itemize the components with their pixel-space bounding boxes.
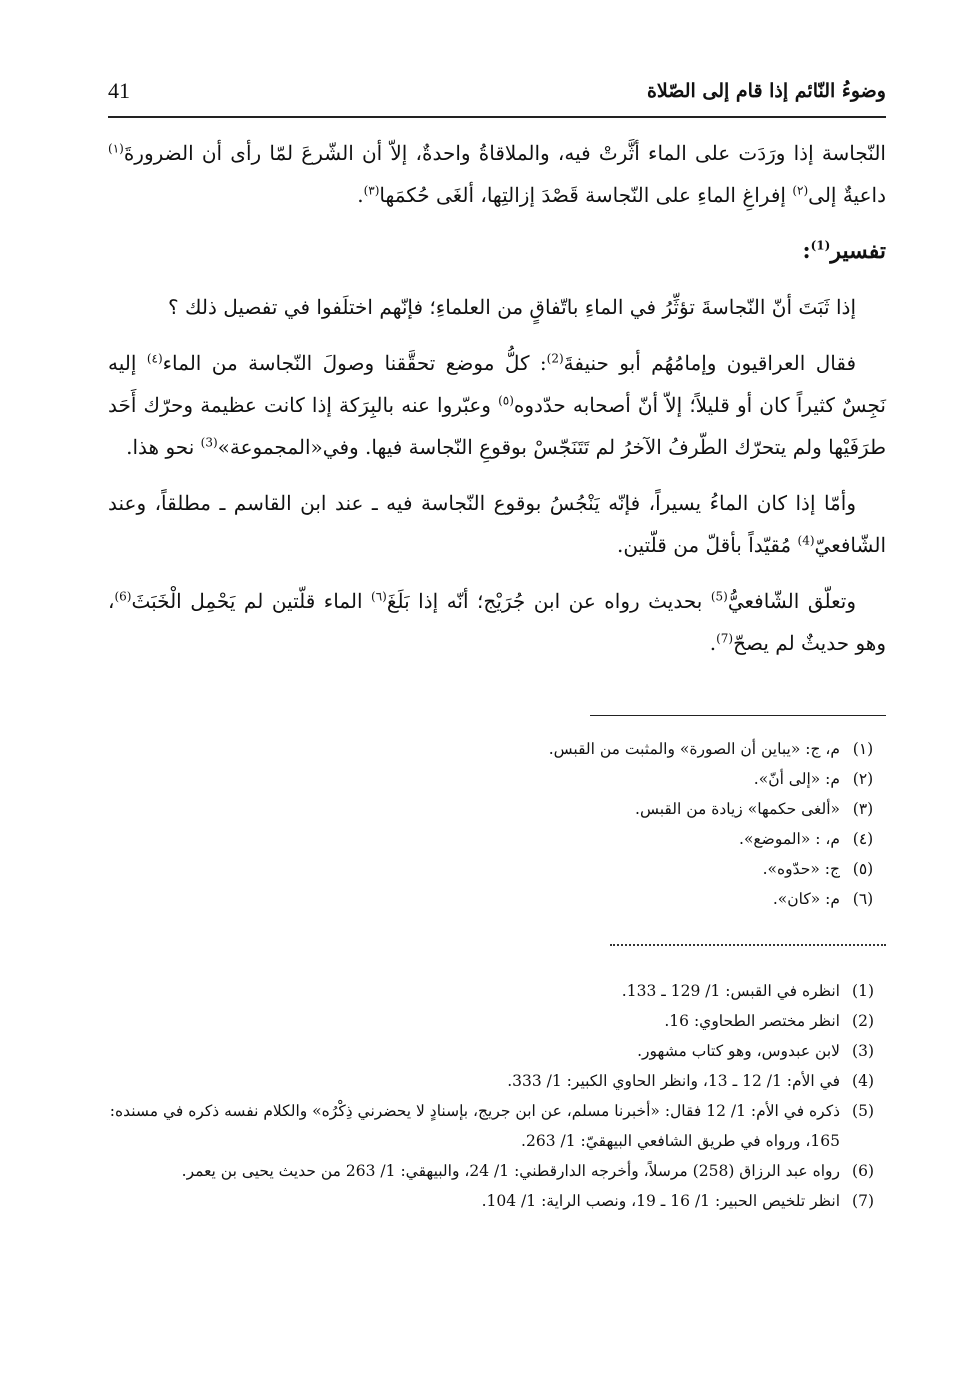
source-notes [108, 976, 886, 1216]
footnote-ref[interactable]: (4) [797, 533, 815, 548]
footnote: (٤) م، : «الموضع». [739, 830, 874, 848]
footnote: (٢) م: «إلى أنّ». [753, 770, 874, 788]
footnote-ref[interactable]: (3) [200, 435, 218, 450]
footnote: (3) لابن عبدوس، وهو كتاب مشهور. [637, 1042, 874, 1060]
dotted-divider [610, 944, 886, 946]
footnote: (6) رواه عبد الرزاق (258) مرسلاً، وأخرجه الدارقطني: 1/ 24، والبيهقي: 1/ 263 من حديث يحيى بن يعمر. [181, 1162, 874, 1180]
footnote: (5) ذكره في الأم: 1/ 12 فقال: «أخبرنا مسلم، عن ابن جريج، بإسنادٍ لا يحضرني ذِكْرُه» والكلام نفسه ذكره في مسنده: 165، ورواه في طريق الشافعي البيهقيّ: 1/ 263. [109, 1102, 874, 1150]
footnote-ref[interactable]: (1) [810, 238, 831, 253]
footnote: (٥) ج: «حدّوه». [762, 860, 874, 878]
main-text [108, 132, 886, 678]
footnote: (7) انظر تلخيص الحبير: 1/ 16 ـ 19، ونصب الراية: 1/ 104. [481, 1192, 874, 1210]
footnote: (٣) «ألغى حكمها» زيادة من القبس. [635, 800, 874, 818]
footnote-ref[interactable]: (٥) [498, 393, 514, 408]
paragraph: النّجاسة إذا ورَدَت على الماء أثَّرتْ فيه، والملاقاةُ واحدةٌ، إلاّ أن الشّرعَ لمّا رأى أن الضرورةَ$^{(١)}$ داعيةٌ إلى$^{(٢)}$ إفراغِ الماءِ على النّجاسة قَصْدَ إزالتِها، ألغَى حُكمَها$^{(٣)}$. [108, 141, 886, 207]
footnote-ref[interactable]: (7) [716, 631, 734, 646]
footnote-ref[interactable]: (١) [108, 141, 124, 156]
footnote-ref[interactable]: (٦) [371, 589, 387, 604]
paragraph: إذا ثَبَتَ أنّ النّجاسةَ تؤثِّرُ في الماءِ باتّفاقٍ من العلماءِ؛ فإنّهم اختلَفوا في تفصيل ذلك ؟ [168, 295, 856, 319]
footnote: (1) انظره في القبس: 1/ 129 ـ 133. [621, 982, 874, 1000]
footnote: (٦) م: «كان». [772, 890, 874, 908]
footnote-ref[interactable]: (٤) [146, 351, 163, 366]
footnote-divider [590, 715, 886, 716]
footnote: (2) انظر مختصر الطحاوي: 16. [664, 1012, 874, 1030]
footnote-ref[interactable]: (2) [546, 351, 564, 366]
running-title: وضوءُ النّائم إذا قام إلى الصّلاة [646, 80, 886, 102]
footnote-ref[interactable]: (5) [710, 589, 728, 604]
page-number: 41 [108, 78, 130, 103]
footnote-ref[interactable]: (6) [114, 589, 132, 604]
paragraph: وتعلّق الشّافعيُّ$^{(5)}$ بحديث رواه عن ابن جُرَيْج؛ أنّه إذا بَلَغَ$^{(٦)}$ الماء قلّتين لم يَحْمِل الْخَبَثَ$^{(6)}$، وهو حديثٌ لم يصحّ$^{(7)}$. [108, 589, 886, 655]
paragraph: وأمّا إذا كان الماءُ يسيراً، فإنّه يَنْجُسُ بوقوع النّجاسة فيه ـ عند ابن القاسم ـ مطلقاً، وعند الشّافعيّ$^{(4)}$ مُقيّداً بأقلّ من قلّتين. [108, 491, 886, 557]
page-header [108, 76, 886, 118]
footnote-ref[interactable]: (٣) [363, 183, 380, 198]
variant-notes [108, 734, 886, 914]
footnote-ref[interactable]: (٢) [792, 183, 809, 198]
section-heading: تفسير$^{(1)}$: [802, 238, 886, 264]
footnote: (١) م، ج: «يباين أن الصورة» والمثبت من القبس. [548, 740, 874, 758]
footnote: (4) في الأم: 1/ 12 ـ 13، وانظر الحاوي الكبير: 1/ 333. [507, 1072, 874, 1090]
paragraph: فقال العراقيون وإمامُهُم أبو حنيفةَ$^{(2)}$: كلُّ موضع تحقَّقنا وصولَ النّجاسة من الماء$^{(٤)}$ إليه نَجِسٌ كثيراً كان أو قليلاً؛ إلاّ أنّ أصحابه حدّدوه$^{(٥)}$ وعبّروا عنه بالبِرَكة إذا كانت عظيمة وحرّك أَحَد طرَفَيْها ولم يتحرّك الطّرفُ الآخرُ لم تَتَنَجّسْ بوقوعِ النّجاسة فيها. وفي«المجموعة»$^{(3)}$ نحو هذا. [108, 351, 886, 459]
